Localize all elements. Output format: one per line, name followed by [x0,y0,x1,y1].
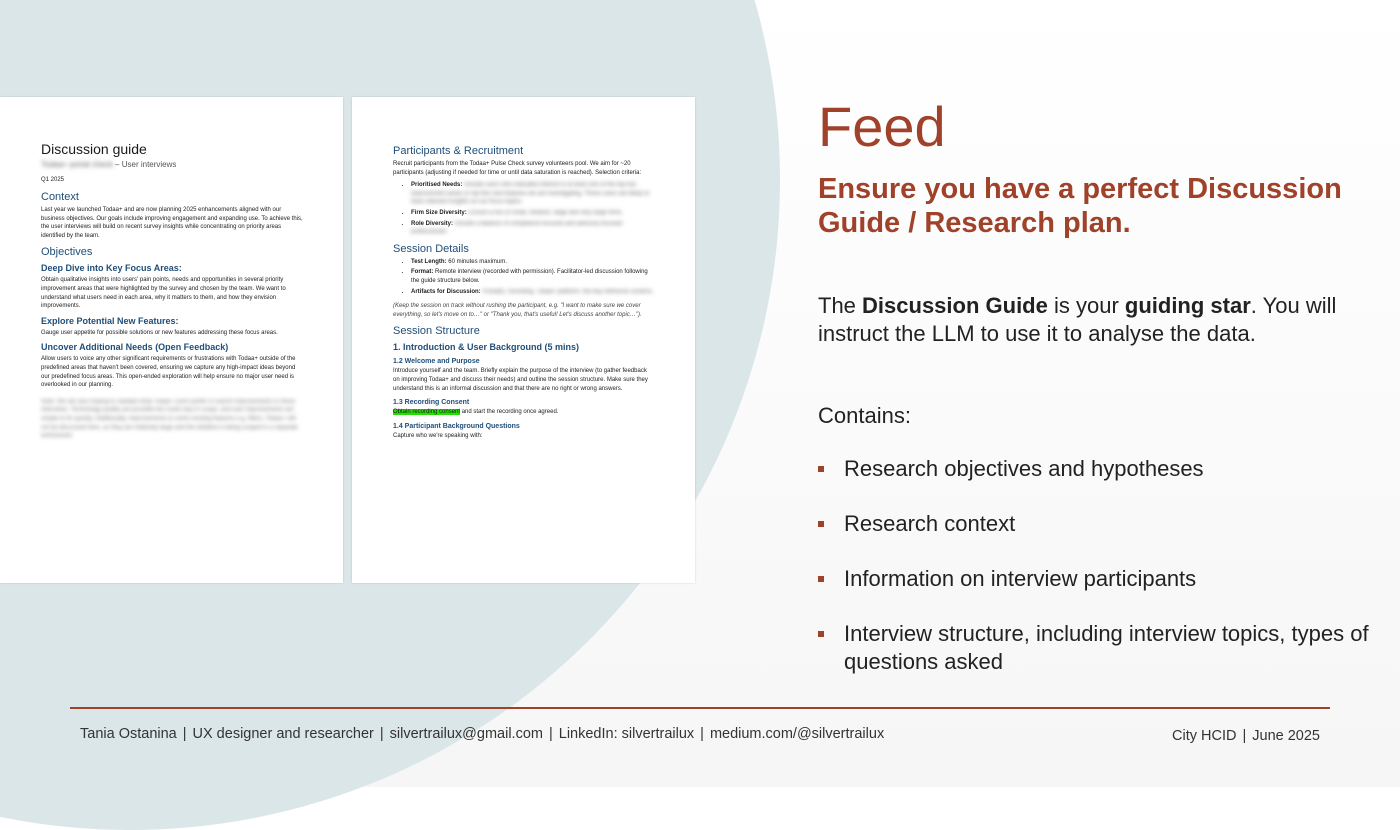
welcome-purpose-heading: 1.2 Welcome and Purpose [393,358,480,366]
bullet-square-icon [818,631,824,637]
blurred-note: Note: We are also hoping to validate what Todaa+ users prefer in search improvements in these interviews. Technology quality are possible but could vary in scope, and user improvements are simple to fix quickly. Additionally, improvements to some existing features e.g. filters, Todaa+ will not be discussed here, as they are relatively large and the initiative is being scoped in a separate workstream. [41,398,298,440]
doc-title: Discussion guide [41,141,147,157]
contains-label: Contains: [818,403,911,428]
bullet-square-icon [818,576,824,582]
footer-role: UX designer and researcher [192,726,374,742]
contains-item: Research context [818,510,1378,538]
objective-2-heading: Explore Potential New Features: [41,315,179,326]
context-text: Last year we launched Todaa+ and are now planning 2025 enhancements aligned with our business objectives. Our goals include improving engagement and expanding use. To achieve this, the user interviews will build on recent survey insights while concentrating on priority areas identified by the team. [41,207,303,239]
session-structure-heading: Session Structure [393,325,480,338]
slide-subtitle: Ensure you have a perfect Discussion Guide / Research plan. [818,173,1342,239]
recording-consent-text: Obtain recording consent and start the recording once agreed. [393,409,559,416]
session-details-list [393,258,655,296]
footer-medium: medium.com/@silvertrailux [709,726,885,742]
footer-divider [70,707,1330,709]
welcome-purpose-text: Introduce yourself and the team. Briefly explain the purpose of the interview (to gather feedback on improving Todaa+ and discuss their needs) and outline the session structure. Make sure they understand this is an informal discussion and that there are no right or wrong answers. [393,368,648,392]
doc-quarter: Q1 2025 [41,177,65,183]
objective-1-text: Obtain qualitative insights into users' pain points, needs and opportunities in several priority improvement areas that were highlighted by the survey and chosen by the team. We want to understand what users need in each area, why it matters to them, and how they envision improvements. [41,277,286,310]
objective-3-heading: Uncover Additional Needs (Open Feedback) [41,342,229,353]
session-note: (Keep the session on track without rushing the participant, e.g. "I want to make sure we cover everything, so let's move on to…" or "Thank you, that's useful! Let's discuss another topic…"). [393,303,642,318]
criteria-item: • Firm Size Diversity: Ensure a mix of small, medium, large and very large firms. [411,209,655,218]
slide-title: Feed [818,95,946,158]
section-1-heading: 1. Introduction & User Background (5 mins) [393,342,580,353]
contains-item: Information on interview participants [818,565,1378,593]
footer-credits: Tania Ostanina | UX designer and researcher | silvertrailux@gmail.com | LinkedIn: silvertrailux | medium.com/@silvertrailux [80,726,885,742]
session-details-heading: Session Details [393,242,469,255]
contains-item: Research objectives and hypotheses [818,455,1378,483]
criteria-item: • Role Diversity: Include a balance of compliance-focused and advisory-focused professionals. [411,220,655,237]
criteria-item: • Prioritised Needs: Include users who indicated interest in at least one of the top five improvement areas or top five new features we are investigating. These users are likely to have relevant insights on our focus topics. [411,181,655,207]
bullet-square-icon [818,521,824,527]
participant-background-text: Capture who we're speaking with: [393,432,483,439]
footer-linkedin: LinkedIn: silvertrailux [558,726,695,742]
session-item: • Format: Remote interview (recorded with permission). Facilitator-led discussion following the guide structure below. [411,268,655,285]
bullet-square-icon [818,466,824,472]
context-heading: Context [41,191,79,203]
doc-subtitle [41,160,303,169]
session-item: • Artifacts for Discussion: Prompts, recording, Todaa+ platform, the key reference screens. [411,288,655,297]
body-bold-guiding-star: guiding star [1124,293,1251,318]
participant-background-heading: 1.4 Participant Background Questions [393,422,520,430]
footer-date: June 2025 [1252,728,1320,744]
footer-email: silvertrailux@gmail.com [389,726,543,742]
objectives-heading: Objectives [41,246,93,259]
discussion-guide-page-2 [352,97,695,583]
objective-1-heading: Deep Dive into Key Focus Areas: [41,263,182,274]
participants-heading: Participants & Recruitment [393,145,524,157]
participants-text: Recruit participants from the Todaa+ Pulse Check survey volunteers pool. We aim for ~20 participants (adjusting if needed for time or until data saturation is reached). Selection criteria: [393,161,642,176]
slide-body-text: The Discussion Guide is your guiding star. You will instruct the LLM to use it to analyse the data. [818,293,1337,346]
footer-author: Tania Ostanina [80,726,177,742]
discussion-guide-page-1 [0,97,343,583]
recording-consent-highlight: Obtain recording consent [393,409,461,416]
contains-item: Interview structure, including interview topics, types of questions asked [818,620,1378,676]
footer-event: City HCID | June 2025 [1172,728,1320,744]
contains-list [818,455,1378,703]
body-bold-discussion-guide: Discussion Guide [862,293,1048,318]
doc-subtitle-blurred: Todaa+ portal check [41,160,113,169]
footer-org: City HCID [1172,728,1237,744]
session-item: • Test Length: 60 minutes maximum. [411,258,655,267]
criteria-list [393,181,655,237]
objective-2-text: Gauge user appetite for possible solutions or new features addressing these focus areas. [41,329,278,336]
recording-consent-heading: 1.3 Recording Consent [393,399,470,407]
doc-subtitle-suffix: – User interviews [112,160,177,169]
objective-3-text: Allow users to voice any other significant requirements or frustrations with Todaa+ outside of the predefined areas that haven't been covered, ensuring we capture any high-impact ideas beyond our predefined focus areas. This open-ended exploration will help ensure no major user need is overlooked in our planning. [41,356,296,389]
